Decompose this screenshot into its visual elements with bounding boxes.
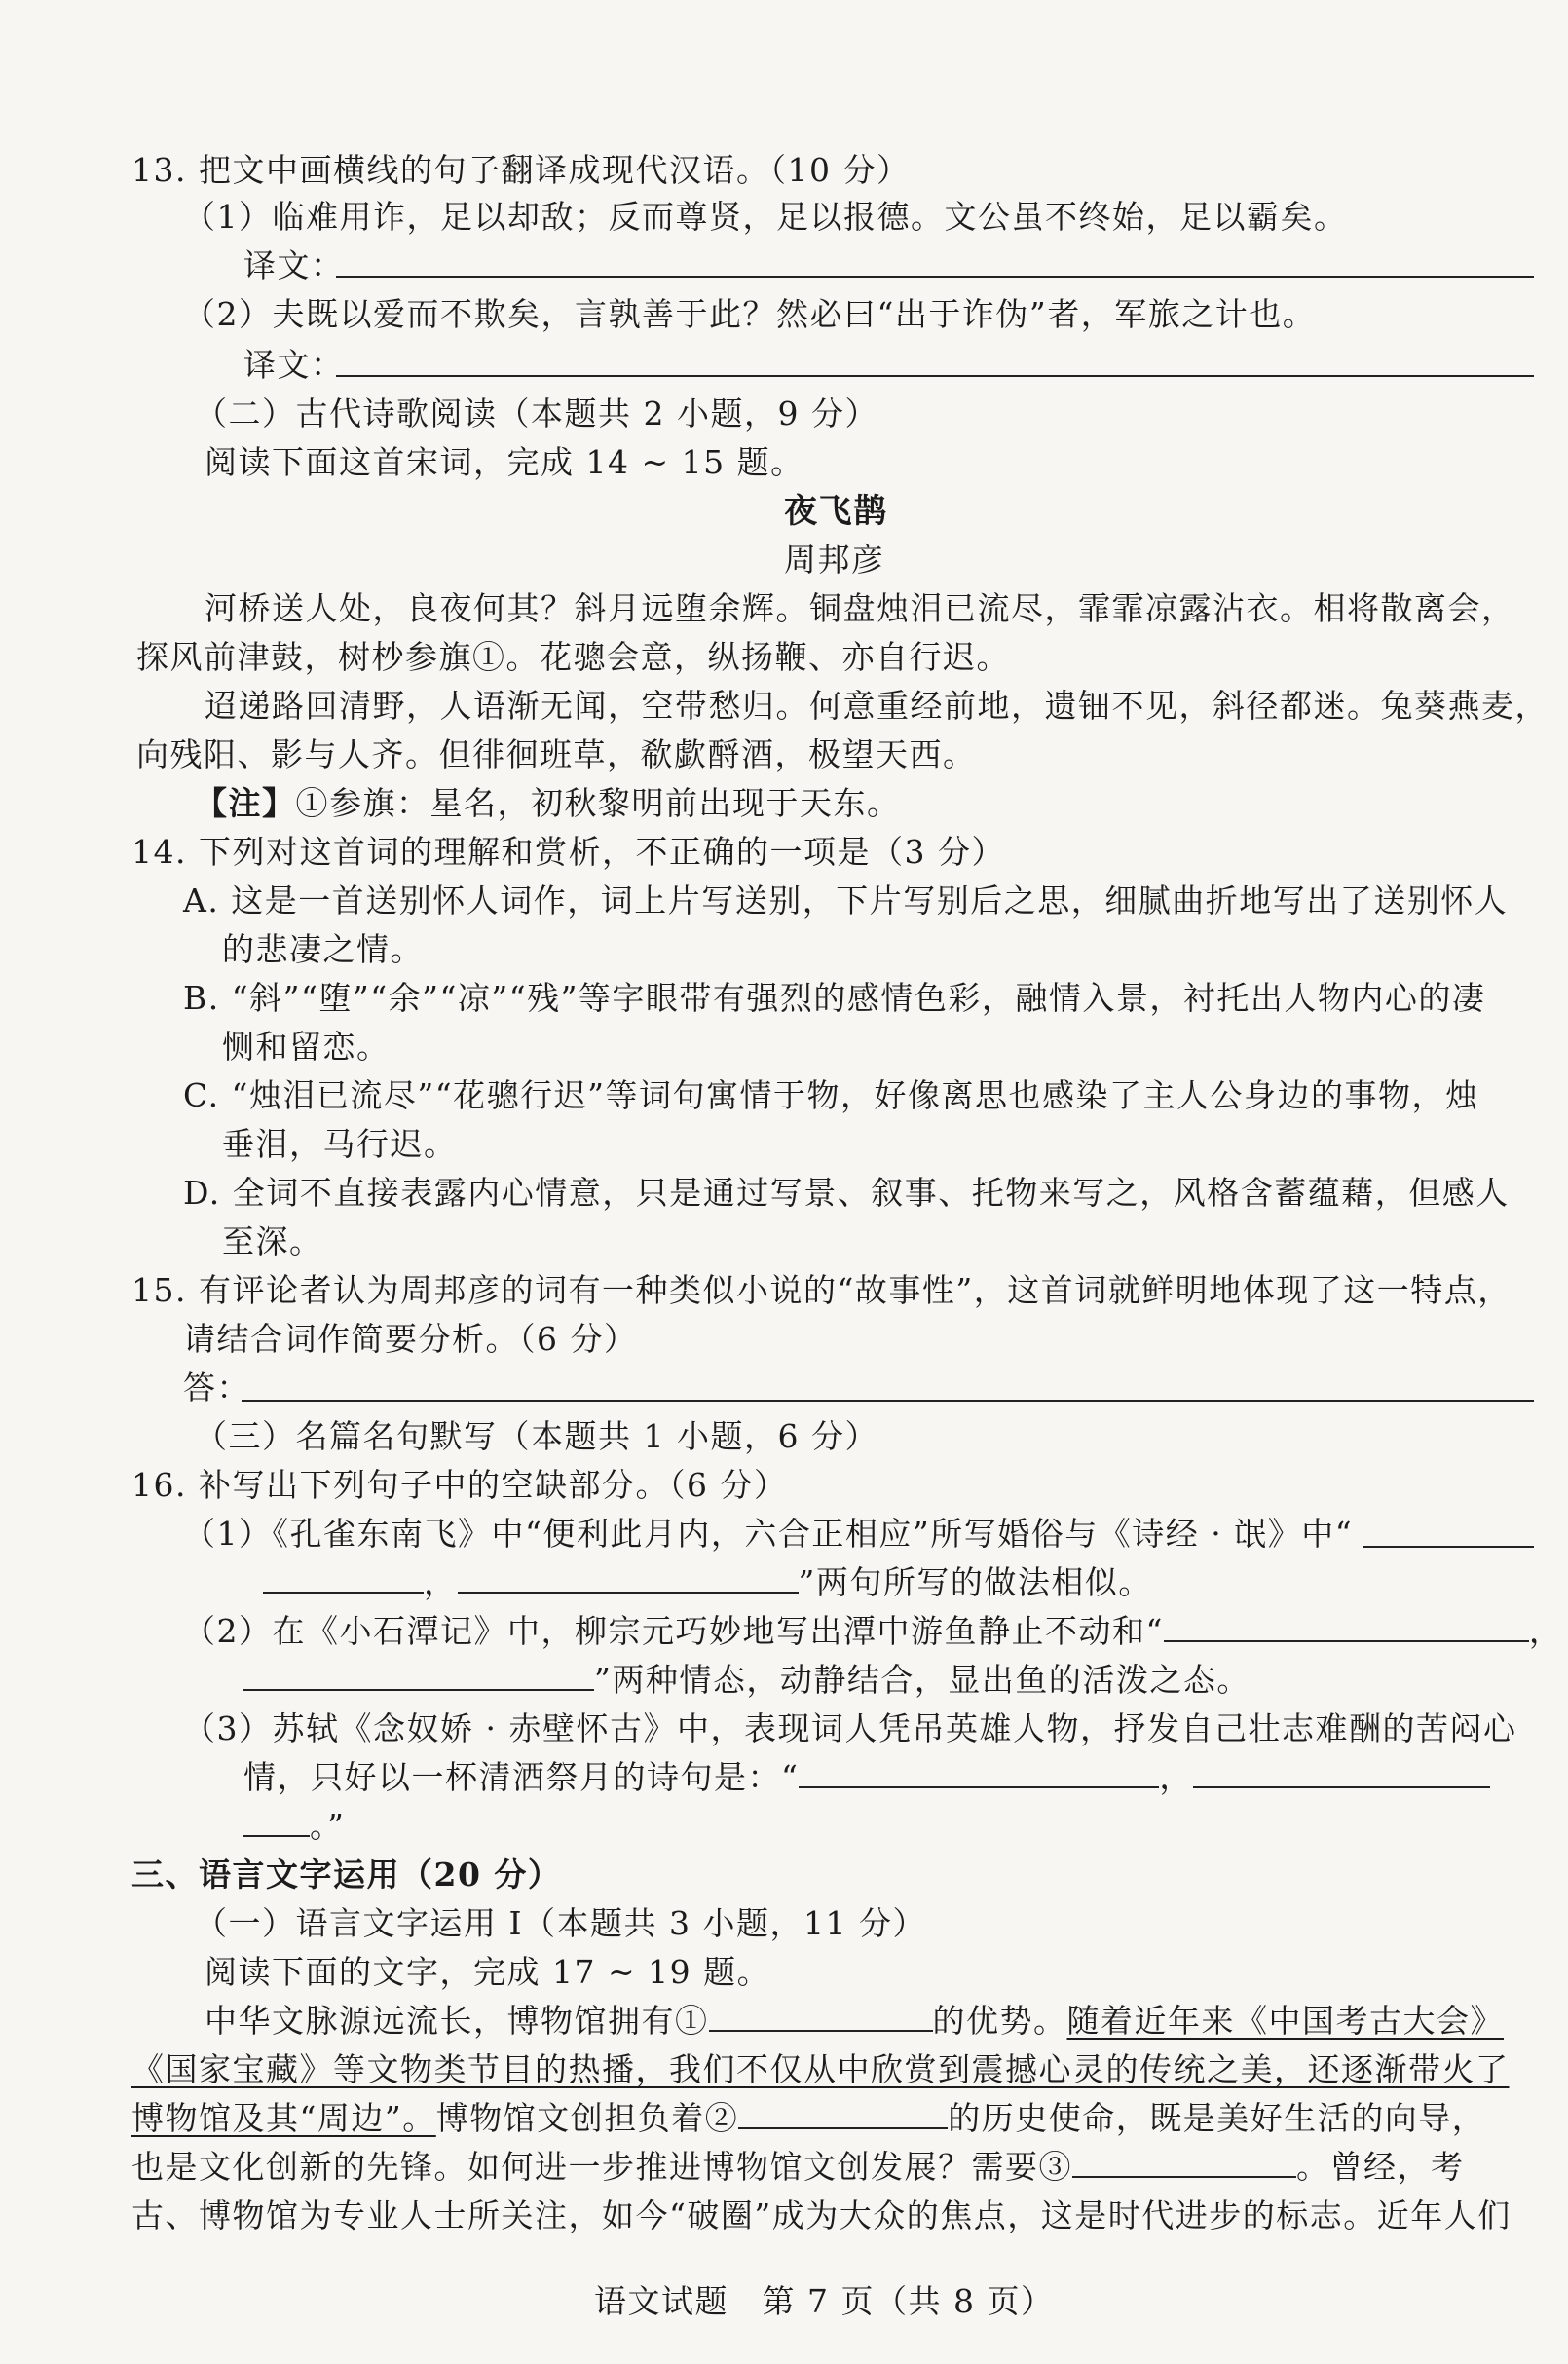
passage-blank-3[interactable] bbox=[1072, 2147, 1296, 2178]
q16-blank-3b[interactable] bbox=[1193, 1757, 1490, 1788]
q16-blank-1a[interactable] bbox=[1363, 1546, 1534, 1548]
q14-stem: 14. 下列对这首词的理解和赏析，不正确的一项是（3 分） bbox=[131, 833, 1005, 871]
section-poetry-heading: （二）古代诗歌阅读（本题共 2 小题，9 分） bbox=[195, 394, 878, 432]
passage-line-5: 古、博物馆为专业人士所关注，如今“破圈”成为大众的焦点，这是时代进步的标志。近年人们 bbox=[131, 2196, 1512, 2234]
q16-blank-1c[interactable] bbox=[458, 1562, 799, 1594]
q16-item-2-line-1 bbox=[183, 1609, 1562, 1654]
q13-translation-2-label: 译文： bbox=[243, 346, 345, 384]
passage-text: 的优势。 bbox=[932, 2002, 1067, 2040]
underlined-sentence: 随着近年来《中国考古大会》 bbox=[1066, 2002, 1504, 2040]
q16-blank-2b[interactable] bbox=[243, 1660, 594, 1691]
q14-option-c-line-2: 垂泪，马行迟。 bbox=[222, 1125, 458, 1163]
passage-line-4 bbox=[131, 2145, 1465, 2190]
q14-option-b-line-1: B. “斜”“堕”“余”“凉”“残”等字眼带有强烈的感情色彩，融情入景，衬托出人物内心的凄 bbox=[183, 979, 1486, 1017]
q16-item-1-end: ”两句所写的做法相似。 bbox=[798, 1563, 1152, 1601]
q13-sentence-2: （2）夫既以爱而不欺矣，言孰善于此？然必曰“出于诈伪”者，军旅之计也。 bbox=[183, 295, 1317, 333]
q13-answer-line-2[interactable] bbox=[336, 375, 1534, 377]
q15-answer-line[interactable] bbox=[242, 1400, 1534, 1402]
q16-stem: 16. 补写出下列句子中的空缺部分。（6 分） bbox=[131, 1466, 788, 1504]
q16-item-2-end: ”两种情态，动静结合，显出鱼的活泼之态。 bbox=[594, 1661, 1251, 1699]
note-text: ①参旗：星名，初秋黎明前出现于天东。 bbox=[295, 784, 901, 822]
q15-stem-line-1: 15. 有评论者认为周邦彦的词有一种类似小说的“故事性”，这首词就鲜明地体现了这一特点， bbox=[131, 1271, 1512, 1309]
q13-answer-line-1[interactable] bbox=[336, 276, 1534, 278]
poem-title: 夜飞鹊 bbox=[784, 492, 888, 531]
poem-author: 周邦彦 bbox=[784, 541, 885, 579]
passage-text: 的历史使命，既是美好生活的向导， bbox=[948, 2099, 1486, 2137]
q16-item-1-line-2 bbox=[263, 1560, 1152, 1605]
passage-line-2 bbox=[131, 2047, 1510, 2092]
q14-option-c-line-1: C. “烛泪已流尽”“花骢行迟”等词句寓情于物，好像离思也感染了主人公身边的事物，烛 bbox=[183, 1076, 1479, 1114]
q14-option-b-line-2: 恻和留恋。 bbox=[222, 1028, 391, 1066]
passage-blank-2[interactable] bbox=[738, 2098, 948, 2129]
q16-item-2-text: （2）在《小石潭记》中，柳宗元巧妙地写出潭中游鱼静止不动和“ bbox=[183, 1612, 1164, 1650]
q16-blank-3c[interactable] bbox=[243, 1806, 310, 1837]
q13-translation-1-label: 译文： bbox=[243, 246, 345, 284]
page-footer: 语文试题 第 7 页（共 8 页） bbox=[594, 2282, 1055, 2320]
q16-blank-3a[interactable] bbox=[799, 1757, 1159, 1788]
passage-line-1 bbox=[205, 1999, 1504, 2044]
poem-stanza-2-line-1: 迢递路回清野，人语渐无闻，空带愁归。何意重经前地，遗钿不见，斜径都迷。兔葵燕麦， bbox=[205, 687, 1549, 725]
section-3-sub-heading: （一）语言文字运用 Ⅰ（本题共 3 小题，11 分） bbox=[195, 1904, 926, 1942]
q16-item-3-separator: ， bbox=[1159, 1758, 1193, 1796]
poem-stanza-2-line-2: 向残阳、影与人齐。但徘徊班草，欷歔酹酒，极望天西。 bbox=[136, 735, 977, 773]
underlined-sentence: 《国家宝藏》等文物类节目的热播，我们不仅从中欣赏到震撼心灵的传统之美，还逐渐带火了 bbox=[131, 2050, 1510, 2088]
poetry-intro: 阅读下面这首宋词，完成 14 ~ 15 题。 bbox=[205, 443, 804, 481]
q16-item-2-separator: ， bbox=[1528, 1612, 1563, 1650]
q13-stem: 13. 把文中画横线的句子翻译成现代汉语。（10 分） bbox=[131, 151, 911, 189]
underlined-sentence: 博物馆及其“周边”。 bbox=[131, 2099, 436, 2137]
section-3-intro: 阅读下面的文字，完成 17 ~ 19 题。 bbox=[205, 1953, 771, 1991]
poem-stanza-1-line-1: 河桥送人处，良夜何其？斜月远堕余辉。铜盘烛泪已流尽，霏霏凉露沾衣。相将散离会， bbox=[205, 589, 1515, 627]
q16-item-1-text: （1）《孔雀东南飞》中“便利此月内，六合正相应”所写婚俗与《诗经 · 氓》中“ bbox=[183, 1515, 1354, 1553]
q13-sentence-1: （1）临难用诈，足以却敌；反而尊贤，足以报德。文公虽不终始，足以霸矣。 bbox=[183, 198, 1348, 236]
q14-option-d-line-1: D. 全词不直接表露内心情意，只是通过写景、叙事、托物来写之，风格含蓄蕴藉，但感人 bbox=[183, 1174, 1510, 1212]
q16-blank-2a[interactable] bbox=[1164, 1611, 1529, 1642]
q16-item-2-line-2 bbox=[243, 1658, 1251, 1703]
section-recitation-heading: （三）名篇名句默写（本题共 1 小题，6 分） bbox=[195, 1417, 878, 1455]
q16-item-3-end: 。” bbox=[310, 1807, 346, 1845]
q14-option-d-line-2: 至深。 bbox=[222, 1222, 323, 1260]
q16-item-1-separator: ， bbox=[424, 1563, 458, 1601]
q16-item-3-text: 情，只好以一杯清酒祭月的诗句是：“ bbox=[243, 1758, 800, 1796]
q14-option-a-line-2: 的悲凄之情。 bbox=[222, 930, 424, 968]
q16-blank-1b[interactable] bbox=[263, 1562, 424, 1594]
passage-text: 中华文脉源远流长，博物馆拥有① bbox=[205, 2002, 709, 2040]
passage-line-3 bbox=[131, 2096, 1485, 2141]
passage-text: 。曾经，考 bbox=[1296, 2148, 1465, 2186]
q15-answer-label: 答： bbox=[183, 1369, 250, 1407]
q16-item-3-line-1: （3）苏轼《念奴娇 · 赤壁怀古》中，表现词人凭吊英雄人物，抒发自己壮志难酬的苦闷心 bbox=[183, 1709, 1517, 1747]
q16-item-3-line-3 bbox=[243, 1804, 345, 1849]
q16-item-1-line-1 bbox=[183, 1512, 1353, 1557]
passage-blank-1[interactable] bbox=[709, 2001, 933, 2032]
section-3-heading: 三、语言文字运用（20 分） bbox=[131, 1856, 562, 1894]
poem-note bbox=[195, 781, 901, 826]
q14-option-a-line-1: A. 这是一首送别怀人词作，词上片写送别，下片写别后之思，细腻曲折地写出了送别怀人 bbox=[183, 882, 1509, 919]
passage-text: 也是文化创新的先锋。如何进一步推进博物馆文创发展？需要③ bbox=[131, 2148, 1072, 2186]
note-label: 【注】 bbox=[195, 784, 296, 822]
poem-stanza-1-line-2: 探风前津鼓，树杪参旗①。花骢会意，纵扬鞭、亦自行迟。 bbox=[136, 638, 1010, 676]
q15-stem-line-2: 请结合词作简要分析。（6 分） bbox=[183, 1320, 638, 1358]
passage-text: 博物馆文创担负着② bbox=[435, 2099, 739, 2137]
q16-item-3-line-2 bbox=[243, 1755, 1490, 1800]
